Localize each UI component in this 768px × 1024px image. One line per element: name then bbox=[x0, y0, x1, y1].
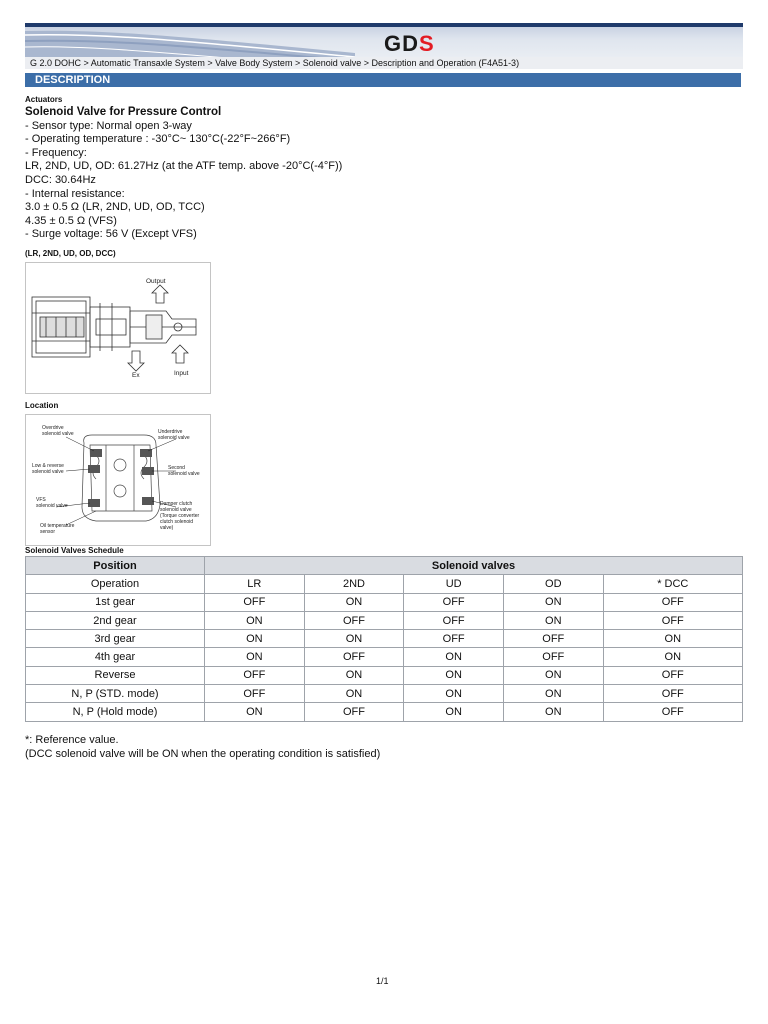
label-damper-4: clutch solenoid bbox=[160, 519, 194, 525]
cell: OFF bbox=[304, 611, 404, 629]
cell: OFF bbox=[503, 630, 603, 648]
logo-letter-s: S bbox=[419, 31, 435, 56]
spec-line: - Internal resistance: bbox=[25, 187, 125, 200]
cell: ON bbox=[304, 630, 404, 648]
cell: OFF bbox=[603, 685, 742, 703]
gds-logo bbox=[384, 31, 435, 57]
label-vfs-1: VFS bbox=[36, 497, 46, 503]
label-low-reverse-1: Low & reverse bbox=[32, 463, 64, 469]
row-position: N, P (STD. mode) bbox=[26, 685, 205, 703]
table-header-row bbox=[26, 557, 743, 575]
label-output: Output bbox=[146, 278, 166, 285]
table-row bbox=[26, 648, 743, 666]
column-2nd: 2ND bbox=[304, 575, 404, 593]
header-solenoid-valves: Solenoid valves bbox=[205, 557, 743, 575]
cell: ON bbox=[304, 593, 404, 611]
cell: OFF bbox=[304, 703, 404, 721]
cell: ON bbox=[304, 666, 404, 684]
row-position: 3rd gear bbox=[26, 630, 205, 648]
cell: OFF bbox=[205, 666, 305, 684]
spec-line: - Surge voltage: 56 V (Except VFS) bbox=[25, 228, 197, 241]
cell: OFF bbox=[205, 593, 305, 611]
table-subheader-row bbox=[26, 575, 743, 593]
table-row bbox=[26, 685, 743, 703]
cell: ON bbox=[205, 703, 305, 721]
label-oil-temp-1: Oil temperature bbox=[40, 523, 75, 529]
table-row bbox=[26, 703, 743, 721]
cell: ON bbox=[205, 611, 305, 629]
header-position: Position bbox=[26, 557, 205, 575]
cell: ON bbox=[205, 630, 305, 648]
cell: ON bbox=[503, 593, 603, 611]
row-position: N, P (Hold mode) bbox=[26, 703, 205, 721]
spec-line: - Operating temperature : -30°C~ 130°C(-22°F~266°F) bbox=[25, 133, 291, 146]
table-row bbox=[26, 593, 743, 611]
row-position: 1st gear bbox=[26, 593, 205, 611]
cell: ON bbox=[404, 685, 504, 703]
schedule-heading: Solenoid Valves Schedule bbox=[25, 546, 124, 555]
cell: ON bbox=[503, 611, 603, 629]
spec-line: DCC: 30.64Hz bbox=[25, 173, 96, 186]
location-diagram bbox=[25, 414, 211, 546]
cell: ON bbox=[304, 685, 404, 703]
table-row bbox=[26, 630, 743, 648]
cell: OFF bbox=[503, 648, 603, 666]
solenoid-valve-diagram bbox=[25, 262, 211, 394]
footnote-reference: *: Reference value. bbox=[25, 734, 119, 746]
row-position: Reverse bbox=[26, 666, 205, 684]
cell: ON bbox=[404, 666, 504, 684]
table-row bbox=[26, 666, 743, 684]
cell: ON bbox=[404, 703, 504, 721]
cell: ON bbox=[503, 666, 603, 684]
label-damper-2: solenoid valve bbox=[160, 507, 192, 513]
column-ud: UD bbox=[404, 575, 504, 593]
banner-swoosh-graphic bbox=[25, 27, 355, 57]
footnote bbox=[25, 733, 380, 761]
cell: OFF bbox=[603, 703, 742, 721]
actuators-heading: Actuators bbox=[25, 95, 63, 104]
label-overdrive-1: Overdrive bbox=[42, 425, 64, 431]
cell: OFF bbox=[603, 666, 742, 684]
label-underdrive-1: Underdrive bbox=[158, 429, 183, 435]
figure1-caption: (LR, 2ND, UD, OD, DCC) bbox=[25, 249, 116, 258]
cell: OFF bbox=[404, 593, 504, 611]
label-overdrive-2: solenoid valve bbox=[42, 431, 74, 437]
row-position: 4th gear bbox=[26, 648, 205, 666]
spec-line: 3.0 ± 0.5 Ω (LR, 2ND, UD, OD, TCC) bbox=[25, 201, 205, 214]
label-damper-1: Damper clutch bbox=[160, 501, 193, 507]
cell: ON bbox=[205, 648, 305, 666]
column-od: OD bbox=[503, 575, 603, 593]
cell: OFF bbox=[603, 593, 742, 611]
solenoid-valve-drawing bbox=[26, 263, 210, 393]
label-vfs-2: solenoid valve bbox=[36, 503, 68, 509]
label-damper-5: valve) bbox=[160, 525, 174, 531]
footnote-dcc: (DCC solenoid valve will be ON when the operating condition is satisfied) bbox=[25, 748, 381, 760]
label-input: Input bbox=[174, 370, 189, 377]
valve-body-drawing bbox=[26, 415, 210, 545]
label-second-1: Second bbox=[168, 465, 185, 471]
breadcrumb: G 2.0 DOHC > Automatic Transaxle System > Valve Body System > Solenoid valve > Description and Operation (F4A51-3) bbox=[25, 57, 743, 69]
cell: ON bbox=[603, 630, 742, 648]
header-banner bbox=[25, 23, 743, 57]
row-position: 2nd gear bbox=[26, 611, 205, 629]
cell: ON bbox=[503, 685, 603, 703]
spec-line: 4.35 ± 0.5 Ω (VFS) bbox=[25, 214, 117, 227]
cell: ON bbox=[503, 703, 603, 721]
spec-line: - Frequency: bbox=[25, 146, 87, 159]
cell: ON bbox=[404, 648, 504, 666]
cell: OFF bbox=[404, 630, 504, 648]
label-oil-temp-2: sensor bbox=[40, 529, 56, 535]
logo-letter-d: D bbox=[402, 31, 420, 56]
operation-label: Operation bbox=[26, 575, 205, 593]
column-lr: LR bbox=[205, 575, 305, 593]
table-row bbox=[26, 611, 743, 629]
spec-line: LR, 2ND, UD, OD: 61.27Hz (at the ATF temp. above -20°C(-4°F)) bbox=[25, 160, 343, 173]
label-damper-3: (Torque converter bbox=[160, 513, 200, 519]
cell: OFF bbox=[205, 685, 305, 703]
logo-letter-g: G bbox=[384, 31, 403, 56]
column-dcc: * DCC bbox=[603, 575, 742, 593]
cell: OFF bbox=[404, 611, 504, 629]
page-number: 1/1 bbox=[376, 976, 389, 986]
cell: OFF bbox=[304, 648, 404, 666]
section-title-bar: DESCRIPTION bbox=[25, 73, 741, 87]
spec-title: Solenoid Valve for Pressure Control bbox=[25, 106, 222, 118]
spec-line: - Sensor type: Normal open 3-way bbox=[25, 119, 192, 132]
cell: OFF bbox=[603, 611, 742, 629]
label-low-reverse-2: solenoid valve bbox=[32, 469, 64, 475]
cell: ON bbox=[603, 648, 742, 666]
location-heading: Location bbox=[25, 401, 59, 410]
label-second-2: solenoid valve bbox=[168, 471, 200, 477]
label-underdrive-2: solenoid valve bbox=[158, 435, 190, 441]
spec-text-block bbox=[25, 106, 625, 242]
solenoid-schedule-table bbox=[25, 556, 743, 722]
label-ex: Ex bbox=[132, 372, 140, 379]
